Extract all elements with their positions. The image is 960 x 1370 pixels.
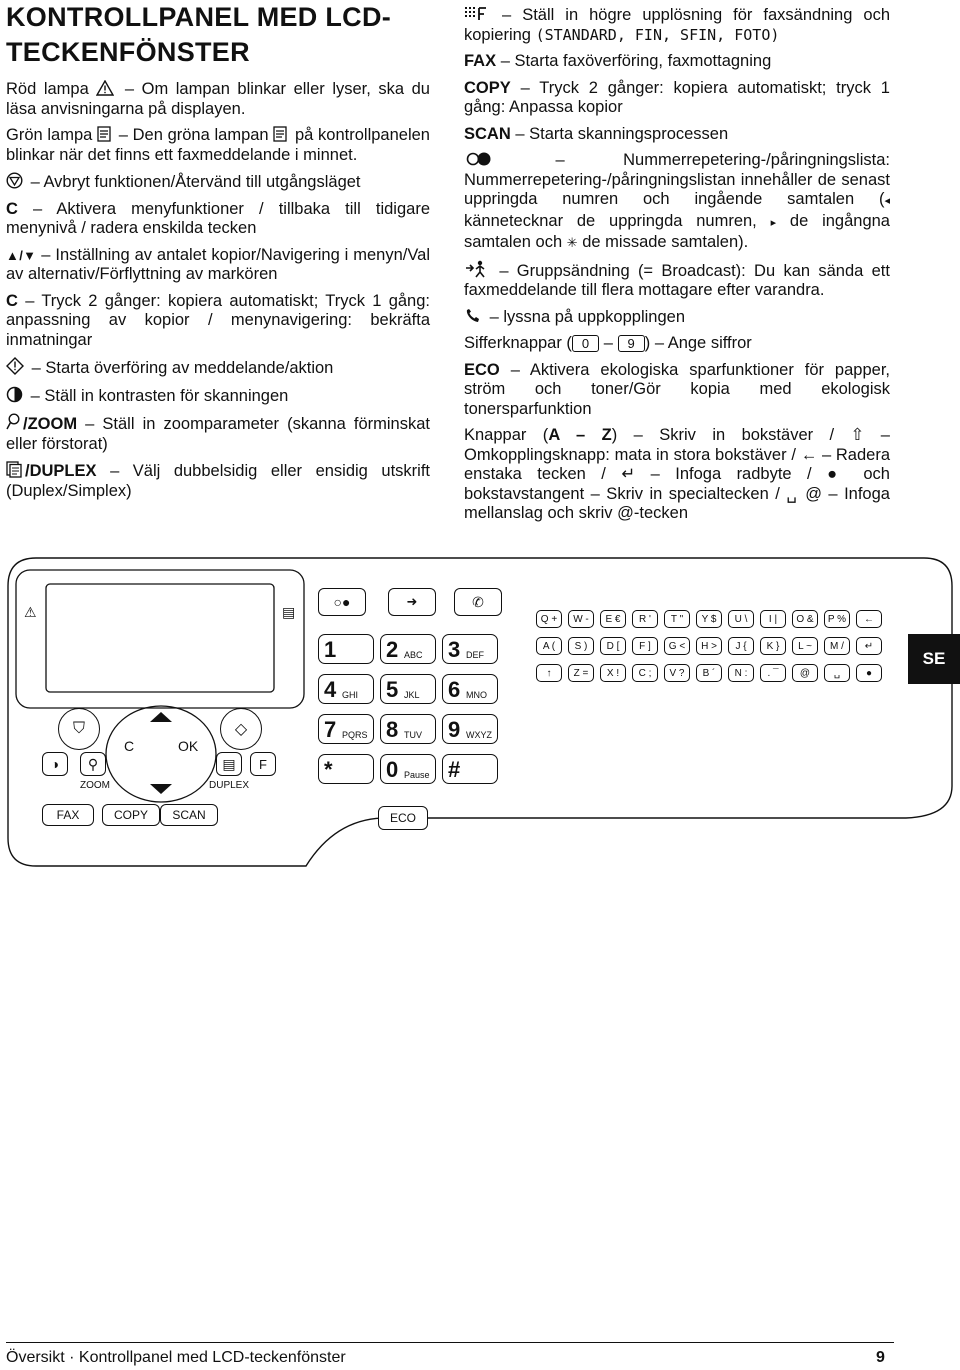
panel-zoom-button[interactable]: ⚲: [80, 752, 106, 776]
alpha-key[interactable]: V ?: [664, 664, 690, 682]
panel-hook-button[interactable]: ✆: [454, 588, 502, 616]
start-entry: [6, 357, 430, 379]
scan-key-label: SCAN: [464, 124, 511, 143]
letters-g: och bokstavstangent – Skriv in specialtecken /: [464, 465, 890, 503]
letters-d: – Omkopplingsknapp: mata in stora bokstäver /: [464, 426, 890, 464]
language-tab: SE: [908, 634, 960, 684]
digit-key-letters: JKL: [404, 690, 420, 700]
page-number: 9: [876, 1349, 885, 1366]
redial-text-a: – Nummerrepetering-/påringningslista: Nummerrepetering-/påringningslistan innehåller de senast uppringda numren och ingående samtalen (: [464, 151, 890, 208]
digit-key-number: 3: [448, 637, 461, 662]
digit-key[interactable]: [318, 714, 374, 744]
alpha-key[interactable]: W -: [568, 610, 594, 628]
control-panel-illustration: [6, 556, 954, 868]
panel-contrast-button[interactable]: ◑: [42, 752, 68, 776]
broadcast-text: – Gruppsändning (= Broadcast): Du kan sända ett faxmeddelande till flera mottagare efter varandra.: [464, 261, 890, 299]
digit-key-0: 0: [572, 335, 599, 352]
digit-key[interactable]: [380, 674, 436, 704]
digit-key-letters: MNO: [466, 690, 487, 700]
alpha-key[interactable]: M /: [824, 637, 850, 655]
red-lamp-text: – Om lampan blinkar eller lyser, ska du läsa anvisningarna på displayen.: [6, 80, 430, 118]
panel-duplex-label: DUPLEX: [209, 780, 250, 791]
zoom-text: – Ställ in zoomparameter (skanna förminskat eller förstorat): [6, 415, 430, 453]
contrast-text: – Ställ in kontrasten för skanningen: [30, 386, 289, 405]
redial-text-b: kännetecknar de uppringda numren,: [464, 211, 757, 230]
digits-dash: –: [603, 334, 613, 352]
eco-key-label: ECO: [464, 360, 500, 379]
alpha-key[interactable]: . ¯: [760, 664, 786, 682]
red-lamp-entry: [6, 80, 430, 119]
panel-broadcast-button[interactable]: ➜: [388, 588, 436, 616]
alpha-key[interactable]: D [: [600, 637, 626, 655]
space-key-icon: ␣: [786, 484, 799, 503]
alpha-key[interactable]: F ]: [632, 637, 658, 655]
letters-b: A – Z: [548, 426, 612, 444]
letters-c: ) – Skriv in bokstäver /: [611, 426, 835, 444]
copy-key-label: COPY: [464, 78, 511, 97]
digit-key-number: #: [448, 757, 461, 782]
digit-key-number: 1: [324, 637, 337, 662]
alpha-key[interactable]: G <: [664, 637, 690, 655]
panel-stop-button[interactable]: ⛉: [58, 708, 100, 750]
letters-h: @ – Infoga mellanslag och skriv: [464, 484, 890, 522]
digits-entry: [464, 334, 890, 354]
panel-start-button[interactable]: ◇: [220, 708, 262, 750]
alpha-key[interactable]: S ): [568, 637, 594, 655]
zoom-key-label: /ZOOM: [23, 415, 78, 433]
letters-f: – Infoga radbyte /: [650, 465, 812, 483]
alpha-key[interactable]: P %: [824, 610, 850, 628]
redial-entry: [464, 151, 890, 253]
footer-divider: [6, 1342, 894, 1343]
digit-key-letters: DEF: [466, 650, 484, 660]
redial-text-d: de missade samtalen).: [582, 233, 749, 251]
incoming-call-icon: ▸: [770, 216, 777, 229]
green-lamp-entry: [6, 126, 430, 165]
digit-key[interactable]: [442, 714, 498, 744]
c-key-text: – Aktivera menyfunktioner / tillbaka till tidigare menynivå / radera enskilda tecken: [6, 199, 430, 237]
alpha-key[interactable]: O &: [792, 610, 818, 628]
alpha-key[interactable]: R ': [632, 610, 658, 628]
digit-key[interactable]: [380, 754, 436, 784]
digit-key-number: *: [324, 757, 333, 782]
start-icon: [6, 357, 24, 375]
digit-key-number: 8: [386, 717, 399, 742]
alpha-key[interactable]: N :: [728, 664, 754, 682]
warning-icon: [96, 80, 114, 96]
letters-e: – Radera enstaka tecken /: [464, 445, 890, 483]
dot-key-icon: ●: [827, 465, 848, 483]
enter-icon: ↵: [621, 465, 636, 483]
alpha-key[interactable]: ←: [856, 610, 882, 628]
letters-i: @-tecken: [617, 504, 689, 522]
ok-key-entry: [6, 292, 430, 351]
alpha-key[interactable]: ␣: [824, 664, 850, 682]
stop-entry: [6, 172, 430, 193]
zoom-icon: [6, 413, 20, 431]
alpha-key[interactable]: K }: [760, 637, 786, 655]
redial-icon: [464, 151, 494, 167]
backspace-icon: ←: [800, 445, 818, 464]
fax-key-label: FAX: [464, 52, 497, 70]
letters-a: Knappar (: [464, 426, 549, 444]
panel-eco-button[interactable]: ECO: [378, 806, 428, 830]
duplex-entry: [6, 461, 430, 501]
hook-entry: [464, 308, 890, 328]
digit-key[interactable]: [380, 714, 436, 744]
ok-key-label: C: [6, 291, 18, 310]
broadcast-entry: [464, 260, 890, 301]
fax-entry: [464, 52, 890, 72]
eco-text: – Aktivera ekologiska sparfunktioner för papper, ström och toner/Gör kopia med ekologisk tonersparfunktion: [464, 360, 890, 418]
digit-key-number: 4: [324, 677, 337, 702]
contrast-entry: [6, 386, 430, 407]
alpha-key[interactable]: ↵: [856, 637, 882, 655]
green-lamp-text-a: – Den gröna lampan: [118, 126, 269, 144]
digit-key-number: 9: [448, 717, 461, 742]
fax-memory-icon-2: [273, 126, 287, 142]
green-lamp-term: Grön lampa: [6, 126, 93, 144]
panel-redial-button[interactable]: ○●: [318, 588, 366, 616]
start-text: – Starta överföring av meddelande/aktion: [31, 359, 334, 377]
duplex-text: – Välj dubbelsidig eller ensidig utskrift (Duplex/Simplex): [6, 462, 430, 500]
right-column: [464, 6, 890, 531]
copy-text: – Tryck 2 gånger: kopiera automatiskt; tryck 1 gång: Anpassa kopior: [464, 78, 890, 116]
alpha-key[interactable]: H >: [696, 637, 722, 655]
alpha-key[interactable]: C ;: [632, 664, 658, 682]
digit-key-9: 9: [618, 335, 645, 352]
redial-text-c: de ingångna samtalen och: [464, 211, 890, 251]
copy-entry: [464, 79, 890, 118]
fax-memory-icon: [97, 126, 111, 142]
scan-text: – Starta skanningsprocessen: [515, 124, 729, 143]
panel-zoom-label: ZOOM: [80, 780, 110, 791]
panel-scan-button[interactable]: SCAN: [160, 804, 218, 826]
left-column: [6, 0, 430, 508]
alpha-key[interactable]: U \: [728, 610, 754, 628]
alpha-key[interactable]: L ~: [792, 637, 818, 655]
red-lamp-term: Röd lampa: [6, 80, 89, 98]
panel-fax-memory-icon: ▤: [282, 604, 296, 620]
arrows-entry: [6, 246, 430, 285]
alpha-key[interactable]: Y $: [696, 610, 722, 628]
alpha-key[interactable]: ↑: [536, 664, 562, 682]
outgoing-call-icon: ◂: [884, 195, 890, 207]
digit-key-number: 7: [324, 717, 337, 742]
digit-key-letters: PQRS: [342, 730, 368, 740]
c-key-label: C: [6, 199, 18, 218]
arrows-text: – Inställning av antalet kopior/Navigering i menyn/Val av alternativ/Förflyttning av markören: [6, 245, 430, 283]
alpha-key[interactable]: J {: [728, 637, 754, 655]
digit-key-number: 6: [448, 677, 461, 702]
digit-key[interactable]: [442, 634, 498, 664]
alpha-key[interactable]: E €: [600, 610, 626, 628]
panel-fax-button[interactable]: FAX: [42, 804, 94, 826]
contrast-icon: [6, 386, 23, 403]
shift-arrow-icon: ⇧: [850, 426, 865, 444]
panel-ok-label[interactable]: OK: [178, 738, 199, 754]
digit-key-letters: GHI: [342, 690, 359, 700]
alpha-key[interactable]: @: [792, 664, 818, 682]
panel-duplex-button[interactable]: ▤: [216, 752, 242, 776]
digit-key[interactable]: [318, 634, 374, 664]
digit-key-number: 2: [386, 637, 399, 662]
hook-text: – lyssna på uppkopplingen: [489, 307, 685, 326]
resolution-options: (STANDARD, FIN, SFIN, FOTO): [535, 25, 780, 44]
alpha-key[interactable]: ●: [856, 664, 882, 682]
panel-resolution-button[interactable]: F: [250, 752, 276, 776]
digit-key-letters: TUV: [404, 730, 422, 740]
eco-entry: [464, 361, 890, 420]
panel-copy-button[interactable]: COPY: [102, 804, 160, 826]
digit-key[interactable]: [442, 674, 498, 704]
digit-key[interactable]: [318, 754, 374, 784]
digits-term: Sifferknappar (: [464, 334, 572, 352]
missed-call-icon: ✳: [566, 235, 578, 250]
green-lamp-text-b: på kontrollpanelen blinkar när det finns ett faxmeddelande i minnet.: [6, 126, 430, 164]
ok-key-text: – Tryck 2 gånger: kopiera automatiskt; Tryck 1 gång: anpassning av kopior / menynavigering: bekräfta inmatningar: [6, 291, 430, 349]
stop-text: – Avbryt funktionen/Återvänd till utgångsläget: [30, 173, 361, 191]
scan-entry: [464, 125, 890, 145]
duplex-key-label: /DUPLEX: [25, 462, 97, 480]
panel-c-label[interactable]: C: [124, 738, 135, 754]
letters-entry: [464, 426, 890, 524]
page-title: KONTROLLPANEL MED LCD-TECKENFÖNSTER: [6, 2, 392, 67]
digit-key[interactable]: [442, 754, 498, 784]
resolution-icon: [464, 6, 488, 22]
digits-text: ) – Ange siffror: [644, 334, 752, 352]
resolution-entry: [464, 6, 890, 45]
alpha-key[interactable]: X !: [600, 664, 626, 682]
digit-key-letters: Pause: [404, 770, 430, 780]
panel-warning-icon: ⚠: [24, 604, 37, 620]
footer-section-title: Översikt · Kontrollpanel med LCD-teckenfönster: [6, 1349, 346, 1366]
alpha-key[interactable]: B ´: [696, 664, 722, 682]
zoom-entry: [6, 413, 430, 454]
broadcast-icon: [464, 260, 488, 278]
fax-text: – Starta faxöverföring, faxmottagning: [500, 52, 772, 70]
alpha-key[interactable]: T ": [664, 610, 690, 628]
digit-key[interactable]: [318, 674, 374, 704]
digit-key[interactable]: [380, 634, 436, 664]
alpha-key[interactable]: Q +: [536, 610, 562, 628]
phone-handset-icon: [464, 308, 482, 324]
alpha-key[interactable]: I |: [760, 610, 786, 628]
arrow-up-down-icon: ▲/▼: [6, 247, 37, 263]
digit-key-number: 0: [386, 757, 399, 782]
c-key-entry: [6, 200, 430, 239]
digit-key-number: 5: [386, 677, 399, 702]
digit-key-letters: ABC: [404, 650, 423, 660]
alpha-key[interactable]: A (: [536, 637, 562, 655]
alpha-key[interactable]: Z =: [568, 664, 594, 682]
stop-icon: [6, 172, 23, 189]
duplex-icon: [6, 461, 22, 478]
resolution-text: – Ställ in högre upplösning för faxsändning och kopiering: [464, 6, 890, 44]
digit-key-letters: WXYZ: [466, 730, 492, 740]
